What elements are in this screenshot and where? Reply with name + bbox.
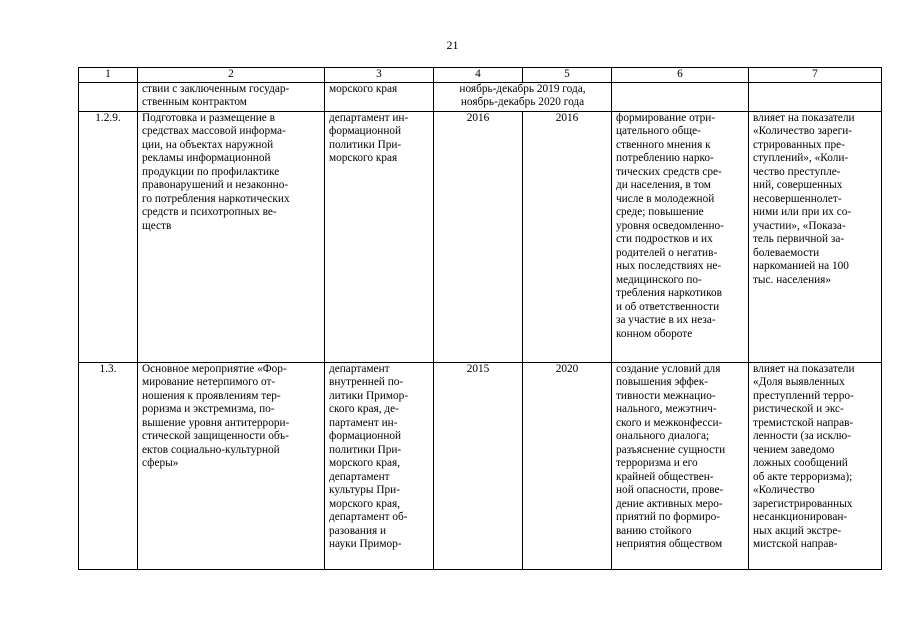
text-line: мистской направ- — [753, 538, 838, 550]
text-line: сферы» — [142, 457, 179, 469]
text-line: несовершеннолет- — [753, 192, 842, 205]
text-line: ними или при их со- — [753, 206, 852, 218]
text-line: наркоманией на 100 — [753, 260, 849, 272]
program-activities-table — [78, 67, 882, 570]
text-line: ных последствиях не- — [616, 260, 722, 272]
text-line: тремистской направ- — [753, 416, 854, 429]
text-line: родителей о негатив- — [616, 246, 718, 259]
text-line: ществ — [142, 219, 172, 232]
text-line: тических средств сре- — [616, 165, 722, 178]
header-col-7: 7 — [749, 68, 882, 83]
text-line: и об ответственности — [616, 300, 720, 313]
text-line: ношения к проявлениям тер- — [142, 389, 281, 402]
text-line: ний, совершенных — [753, 179, 843, 191]
table-row — [79, 362, 882, 569]
text-line: ноябрь-декабрь 2019 года, — [459, 82, 586, 95]
text-line: ектов социально-культурной — [142, 443, 280, 456]
text-line: средствах массовой информа- — [142, 125, 286, 137]
text-line: мирование нетерпимого от- — [142, 376, 276, 388]
text-line: тыс. населения» — [753, 273, 832, 286]
text-line: партамент ин- — [329, 416, 398, 429]
continuation-indicators-cell — [749, 82, 882, 111]
text-line: зарегистрированных — [753, 497, 853, 510]
continuation-name-cell — [138, 82, 325, 111]
indicators-link — [749, 362, 882, 569]
text-line: «Количество — [753, 484, 815, 496]
text-line: сти подростков и их — [616, 233, 713, 245]
end-year: 2016 — [523, 111, 612, 362]
text-line: ной опасности, прове- — [616, 484, 724, 496]
text-line: влияет на показатели — [753, 362, 855, 375]
header-col-5: 5 — [523, 68, 612, 83]
table-row — [79, 111, 882, 362]
text-line: внутренней по- — [329, 376, 404, 388]
end-year: 2020 — [523, 362, 612, 569]
text-line: ленности (за исклю- — [753, 430, 851, 442]
expected-result — [612, 111, 749, 362]
page-number: 21 — [446, 38, 459, 52]
header-col-3: 3 — [325, 68, 434, 83]
text-line: морского края, — [329, 457, 401, 469]
text-line: ственным контрактом — [142, 96, 247, 108]
text-line: ных акций экстре- — [753, 524, 842, 537]
text-line: преступлений терро- — [753, 389, 854, 402]
header-col-1: 1 — [79, 68, 138, 83]
text-line: повышения эффек- — [616, 376, 709, 388]
responsible-executor — [325, 111, 434, 362]
column-number-header-row — [79, 68, 882, 83]
continuation-period-cell — [434, 82, 612, 111]
text-line: числе в молодежной — [616, 192, 715, 205]
text-line: ложных сообщений — [753, 457, 848, 469]
text-line: морского края, — [329, 497, 401, 510]
start-year: 2015 — [434, 362, 523, 569]
text-line: политики При- — [329, 443, 402, 456]
text-line: культуры При- — [329, 484, 400, 496]
text-line: департамент ин- — [329, 111, 409, 124]
activity-name — [138, 111, 325, 362]
text-line: стической защищенности объ- — [142, 430, 289, 442]
text-line: «Доля выявленных — [753, 376, 845, 388]
text-line: морского края — [329, 82, 398, 95]
text-line: формационной — [329, 430, 402, 442]
responsible-executor — [325, 362, 434, 569]
text-line: рекламы информационной — [142, 152, 271, 164]
text-line: конном обороте — [616, 327, 693, 340]
text-line: литики Примор- — [329, 389, 409, 402]
continuation-number-cell — [79, 82, 138, 111]
continuation-row — [79, 82, 882, 111]
text-line: влияет на показатели — [753, 111, 855, 124]
text-line: науки Примор- — [329, 538, 402, 550]
continuation-result-cell — [612, 82, 749, 111]
text-line: «Количество зареги- — [753, 125, 853, 137]
text-line: за участие в их неза- — [616, 314, 716, 326]
text-line: ственного мнения к — [616, 138, 711, 151]
text-line: онального диалога; — [616, 430, 710, 442]
text-line: ди населения, в том — [616, 179, 711, 191]
header-col-2: 2 — [138, 68, 325, 83]
text-line: уровня осведомленно- — [616, 219, 724, 232]
text-line: создание условий для — [616, 362, 721, 375]
activity-name — [138, 362, 325, 569]
start-year: 2016 — [434, 111, 523, 362]
text-line: болеваемости — [753, 246, 820, 259]
text-line: Подготовка и размещение в — [142, 111, 275, 124]
text-line: цательного обще- — [616, 125, 701, 137]
indicators-link — [749, 111, 882, 362]
text-line: несанкционирован- — [753, 511, 848, 523]
header-col-6: 6 — [612, 68, 749, 83]
text-line: участии», «Показа- — [753, 219, 846, 232]
text-line: роризма и экстремизма, по- — [142, 403, 275, 415]
text-line: го потребления наркотических — [142, 192, 290, 205]
text-line: терроризма и его — [616, 457, 698, 469]
text-line: ского края, де- — [329, 403, 399, 415]
text-line: нального, межэтнич- — [616, 403, 717, 415]
text-line: среде; повышение — [616, 206, 704, 218]
text-line: ступлений», «Коли- — [753, 152, 849, 164]
text-line: формирование отри- — [616, 111, 716, 124]
text-line: тивности межнацио- — [616, 389, 716, 402]
expected-result — [612, 362, 749, 569]
text-line: разования и — [329, 524, 387, 537]
text-line: стрированных пре- — [753, 138, 845, 151]
text-line: приятий по формиро- — [616, 511, 721, 523]
header-col-4: 4 — [434, 68, 523, 83]
text-line: крайней обществен- — [616, 470, 714, 483]
text-line: медицинского по- — [616, 273, 702, 286]
text-line: департамент — [329, 470, 390, 483]
text-line: дение активных меро- — [616, 497, 723, 510]
text-line: требления наркотиков — [616, 287, 722, 299]
text-line: тель первичной за- — [753, 233, 845, 245]
text-line: вышение уровня антитеррори- — [142, 416, 290, 429]
text-line: формационной — [329, 125, 402, 137]
text-line: неприятия обществом — [616, 538, 723, 550]
text-line: правонарушений и незаконно- — [142, 179, 289, 191]
text-line: морского края — [329, 152, 398, 164]
text-line: ванию стойкого — [616, 524, 692, 537]
text-line: средств и психотропных ве- — [142, 206, 277, 218]
text-line: ноябрь-декабрь 2020 года — [460, 96, 585, 108]
text-line: ции, на объектах наружной — [142, 138, 274, 151]
text-line: потреблению нарко- — [616, 152, 714, 164]
text-line: ствии с заключенным государ- — [142, 82, 290, 95]
text-line: ского и межконфесси- — [616, 416, 723, 429]
text-line: департамент об- — [329, 511, 408, 523]
row-number: 1.3. — [79, 362, 138, 569]
row-number: 1.2.9. — [79, 111, 138, 362]
text-line: ристической и экс- — [753, 403, 844, 415]
text-line: продукции по профилактике — [142, 165, 280, 178]
text-line: политики При- — [329, 138, 402, 151]
text-line: департамент — [329, 362, 390, 375]
continuation-executor-cell — [325, 82, 434, 111]
text-line: чество преступле- — [753, 165, 841, 178]
text-line: разъяснение сущности — [616, 443, 726, 456]
text-line: Основное мероприятие «Фор- — [142, 362, 287, 375]
text-line: чением заведомо — [753, 443, 835, 456]
text-line: об акте терроризма); — [753, 470, 853, 483]
